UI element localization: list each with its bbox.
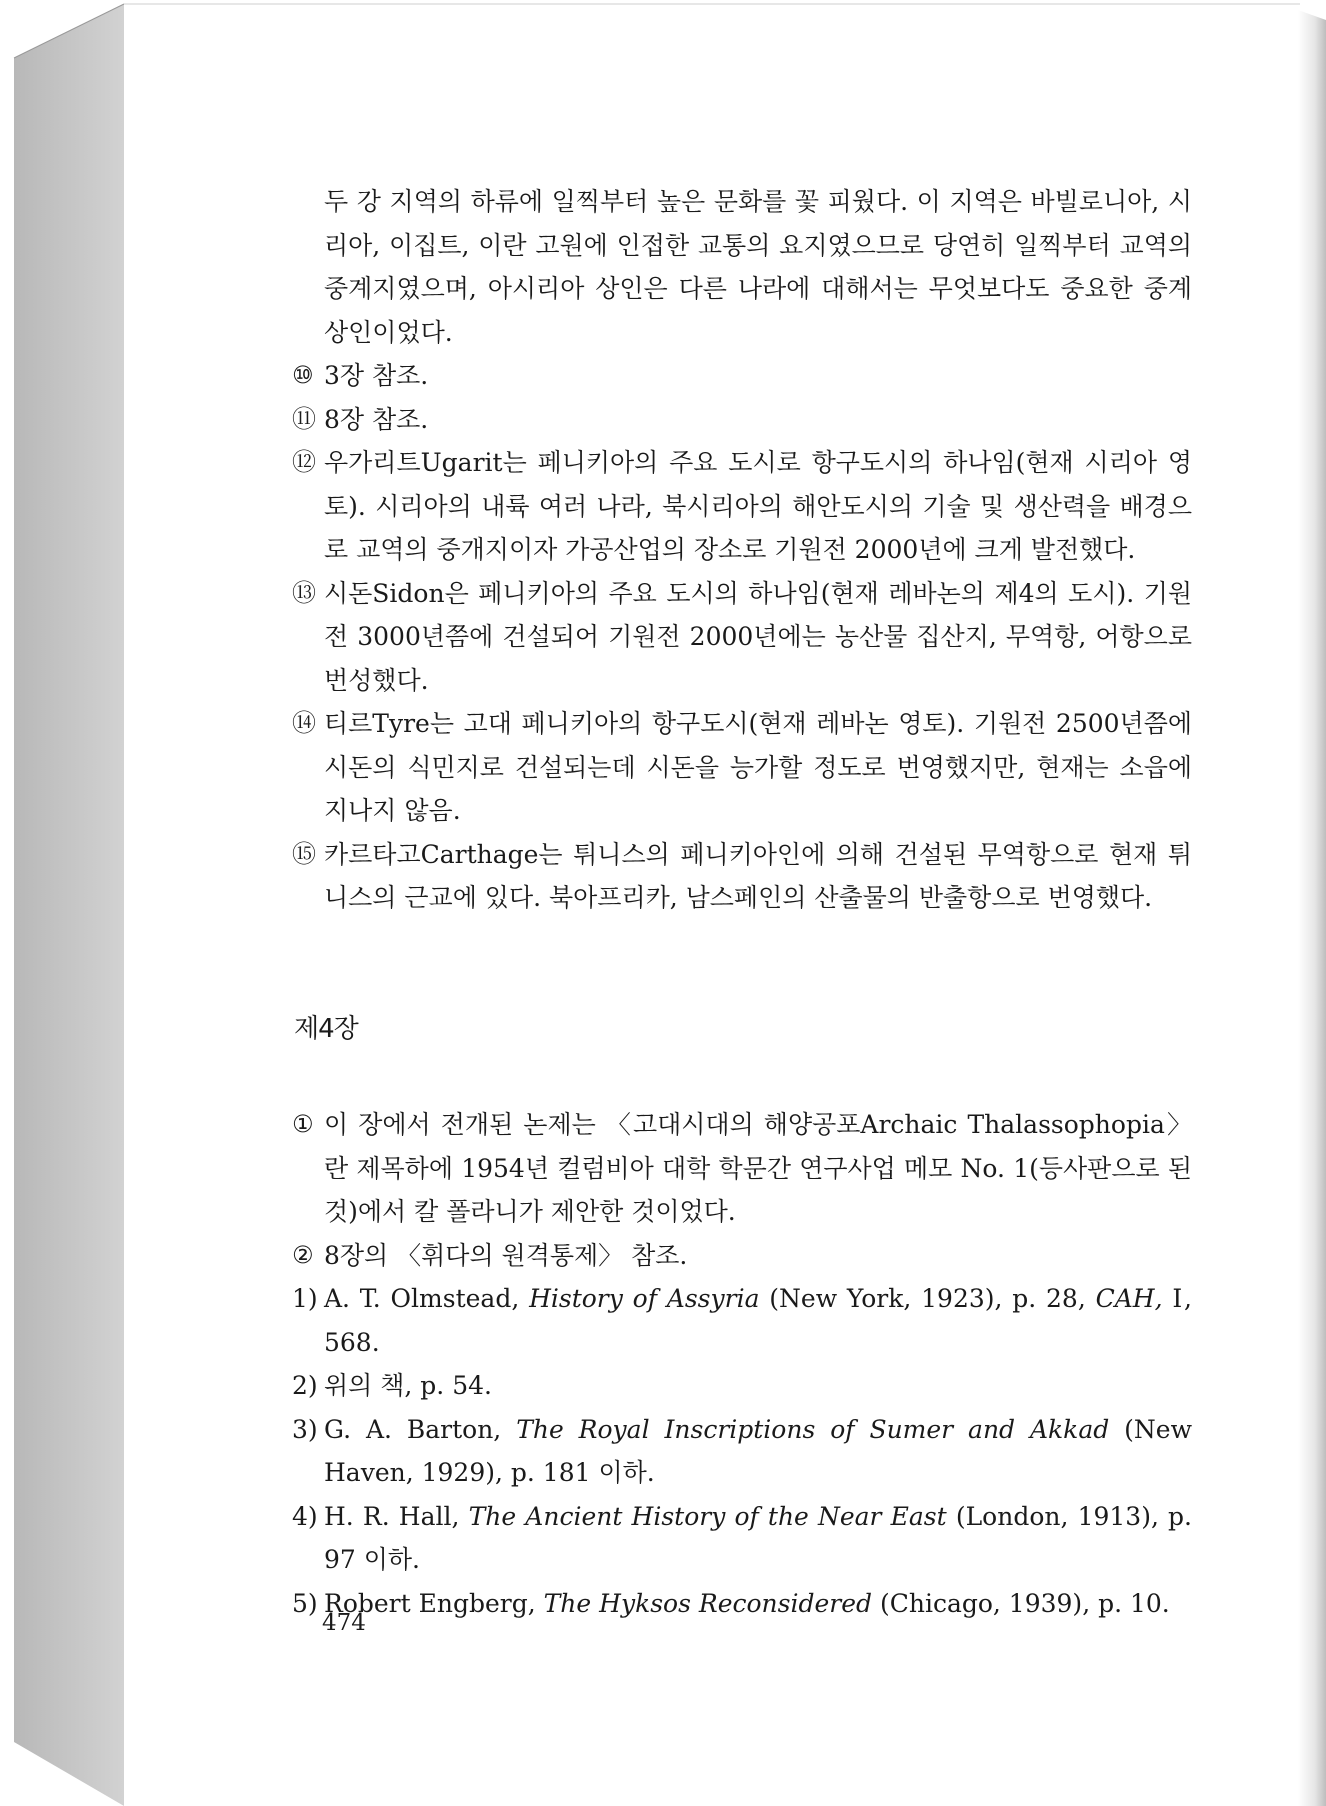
reference-marker: 3) — [292, 1414, 318, 1444]
reference-title: The Royal Inscriptions of Sumer and Akkad — [516, 1414, 1110, 1444]
page-content — [292, 180, 1192, 1625]
note-text: 이 장에서 전개된 논제는 〈고대시대의 해양공포Archaic Thalassophopia〉란 제목하에 1954년 컬럼비아 대학 학문간 연구사업 메모 No. 1(등사판으로 된 것)에서 칼 폴라니가 제안한 것이었다. — [324, 1110, 1192, 1226]
reference-author: G. A. Barton, — [324, 1414, 517, 1444]
note-marker: ⑩ — [292, 361, 314, 389]
reference-author: Robert Engberg, — [324, 1588, 544, 1618]
reference-details: (London, 1913), p. 97 이하. — [324, 1501, 1192, 1574]
reference-volume: Ⅰ, 568. — [324, 1284, 1192, 1357]
reference-author: H. R. Hall, — [324, 1501, 469, 1531]
note-11 — [292, 398, 1192, 442]
note-text: 카르타고Carthage는 튀니스의 페니키아인에 의해 건설된 무역항으로 현재 튀니스의 근교에 있다. 북아프리카, 남스페인의 산출물의 반출항으로 번영했다. — [324, 839, 1192, 912]
note-13 — [292, 572, 1192, 703]
note-text: 티르Tyre는 고대 페니키아의 항구도시(현재 레바논 영토). 기원전 2500년쯤에 시돈의 식민지로 건설되는데 시돈을 능가할 정도로 번영했지만, 현재는 소읍에 지나지 않음. — [324, 709, 1192, 825]
note-1 — [292, 1103, 1192, 1234]
reference-1 — [292, 1277, 1192, 1364]
reference-5 — [292, 1582, 1192, 1626]
notes-list-part1 — [292, 354, 1192, 920]
reference-title: The Hyksos Reconsidered — [543, 1588, 873, 1618]
note-text: 8장의 〈휘다의 원격통제〉 참조. — [324, 1240, 688, 1270]
note-marker: ① — [292, 1110, 314, 1138]
page-number: 474 — [322, 1610, 366, 1636]
reference-details: (New York, 1923), p. 28, — [759, 1284, 1096, 1313]
book-page — [132, 0, 1312, 1806]
note-2 — [292, 1234, 1192, 1278]
reference-details: (New Haven, 1929), p. 181 이하. — [324, 1414, 1192, 1487]
reference-marker: 1) — [292, 1284, 318, 1313]
references-list — [292, 1277, 1192, 1625]
note-text: 우가리트Ugarit는 페니키아의 주요 도시로 항구도시의 하나임(현재 시리아 영토). 시리아의 내륙 여러 나라, 북시리아의 해안도시의 기술 및 생산력을 배경으로 교역의 중개지이자 가공산업의 장소로 기원전 2000년에 크게 발전했다. — [324, 448, 1192, 564]
reference-title-abbrev: CAH, — [1095, 1284, 1163, 1313]
reference-title: History of Assyria — [529, 1284, 760, 1313]
reference-author: A. T. Olmstead, — [324, 1284, 530, 1313]
note-10 — [292, 354, 1192, 398]
reference-2 — [292, 1364, 1192, 1408]
note-text: 시돈Sidon은 페니키아의 주요 도시의 하나임(현재 레바논의 제4의 도시). 기원전 3000년쯤에 건설되어 기원전 2000년에는 농산물 집산지, 무역항, 어항으로 번성했다. — [324, 578, 1192, 695]
note-14 — [292, 702, 1192, 833]
reference-3 — [292, 1408, 1192, 1495]
reference-title: The Ancient History of the Near East — [468, 1501, 947, 1531]
note-marker: ⑮ — [292, 839, 316, 868]
reference-marker: 4) — [292, 1501, 318, 1531]
note-12 — [292, 441, 1192, 572]
note-marker: ⑬ — [292, 578, 316, 607]
note-text: 3장 참조. — [324, 361, 429, 390]
reference-4 — [292, 1495, 1192, 1582]
reference-marker: 5) — [292, 1588, 318, 1618]
note-marker: ⑭ — [292, 709, 316, 737]
reference-marker: 2) — [292, 1371, 318, 1400]
note-text: 8장 참조. — [324, 404, 429, 434]
note-marker: ⑪ — [292, 404, 316, 433]
continued-paragraph: 두 강 지역의 하류에 일찍부터 높은 문화를 꽃 피웠다. 이 지역은 바빌로니아, 시리아, 이집트, 이란 고원에 인접한 교통의 요지였으므로 당연히 일찍부터 교역의 중계지였으며, 아시리아 상인은 다른 나라에 대해서는 무엇보다도 중요한 중계상인이었다. — [324, 187, 1192, 347]
chapter-heading: 제4장 — [294, 1013, 358, 1044]
note-15 — [292, 833, 1192, 920]
reference-details: (Chicago, 1939), p. 10. — [872, 1588, 1170, 1618]
reference-text: 위의 책, p. 54. — [324, 1371, 492, 1400]
notes-list-part2 — [292, 1103, 1192, 1277]
note-marker: ⑫ — [292, 448, 316, 476]
note-marker: ② — [292, 1240, 314, 1269]
